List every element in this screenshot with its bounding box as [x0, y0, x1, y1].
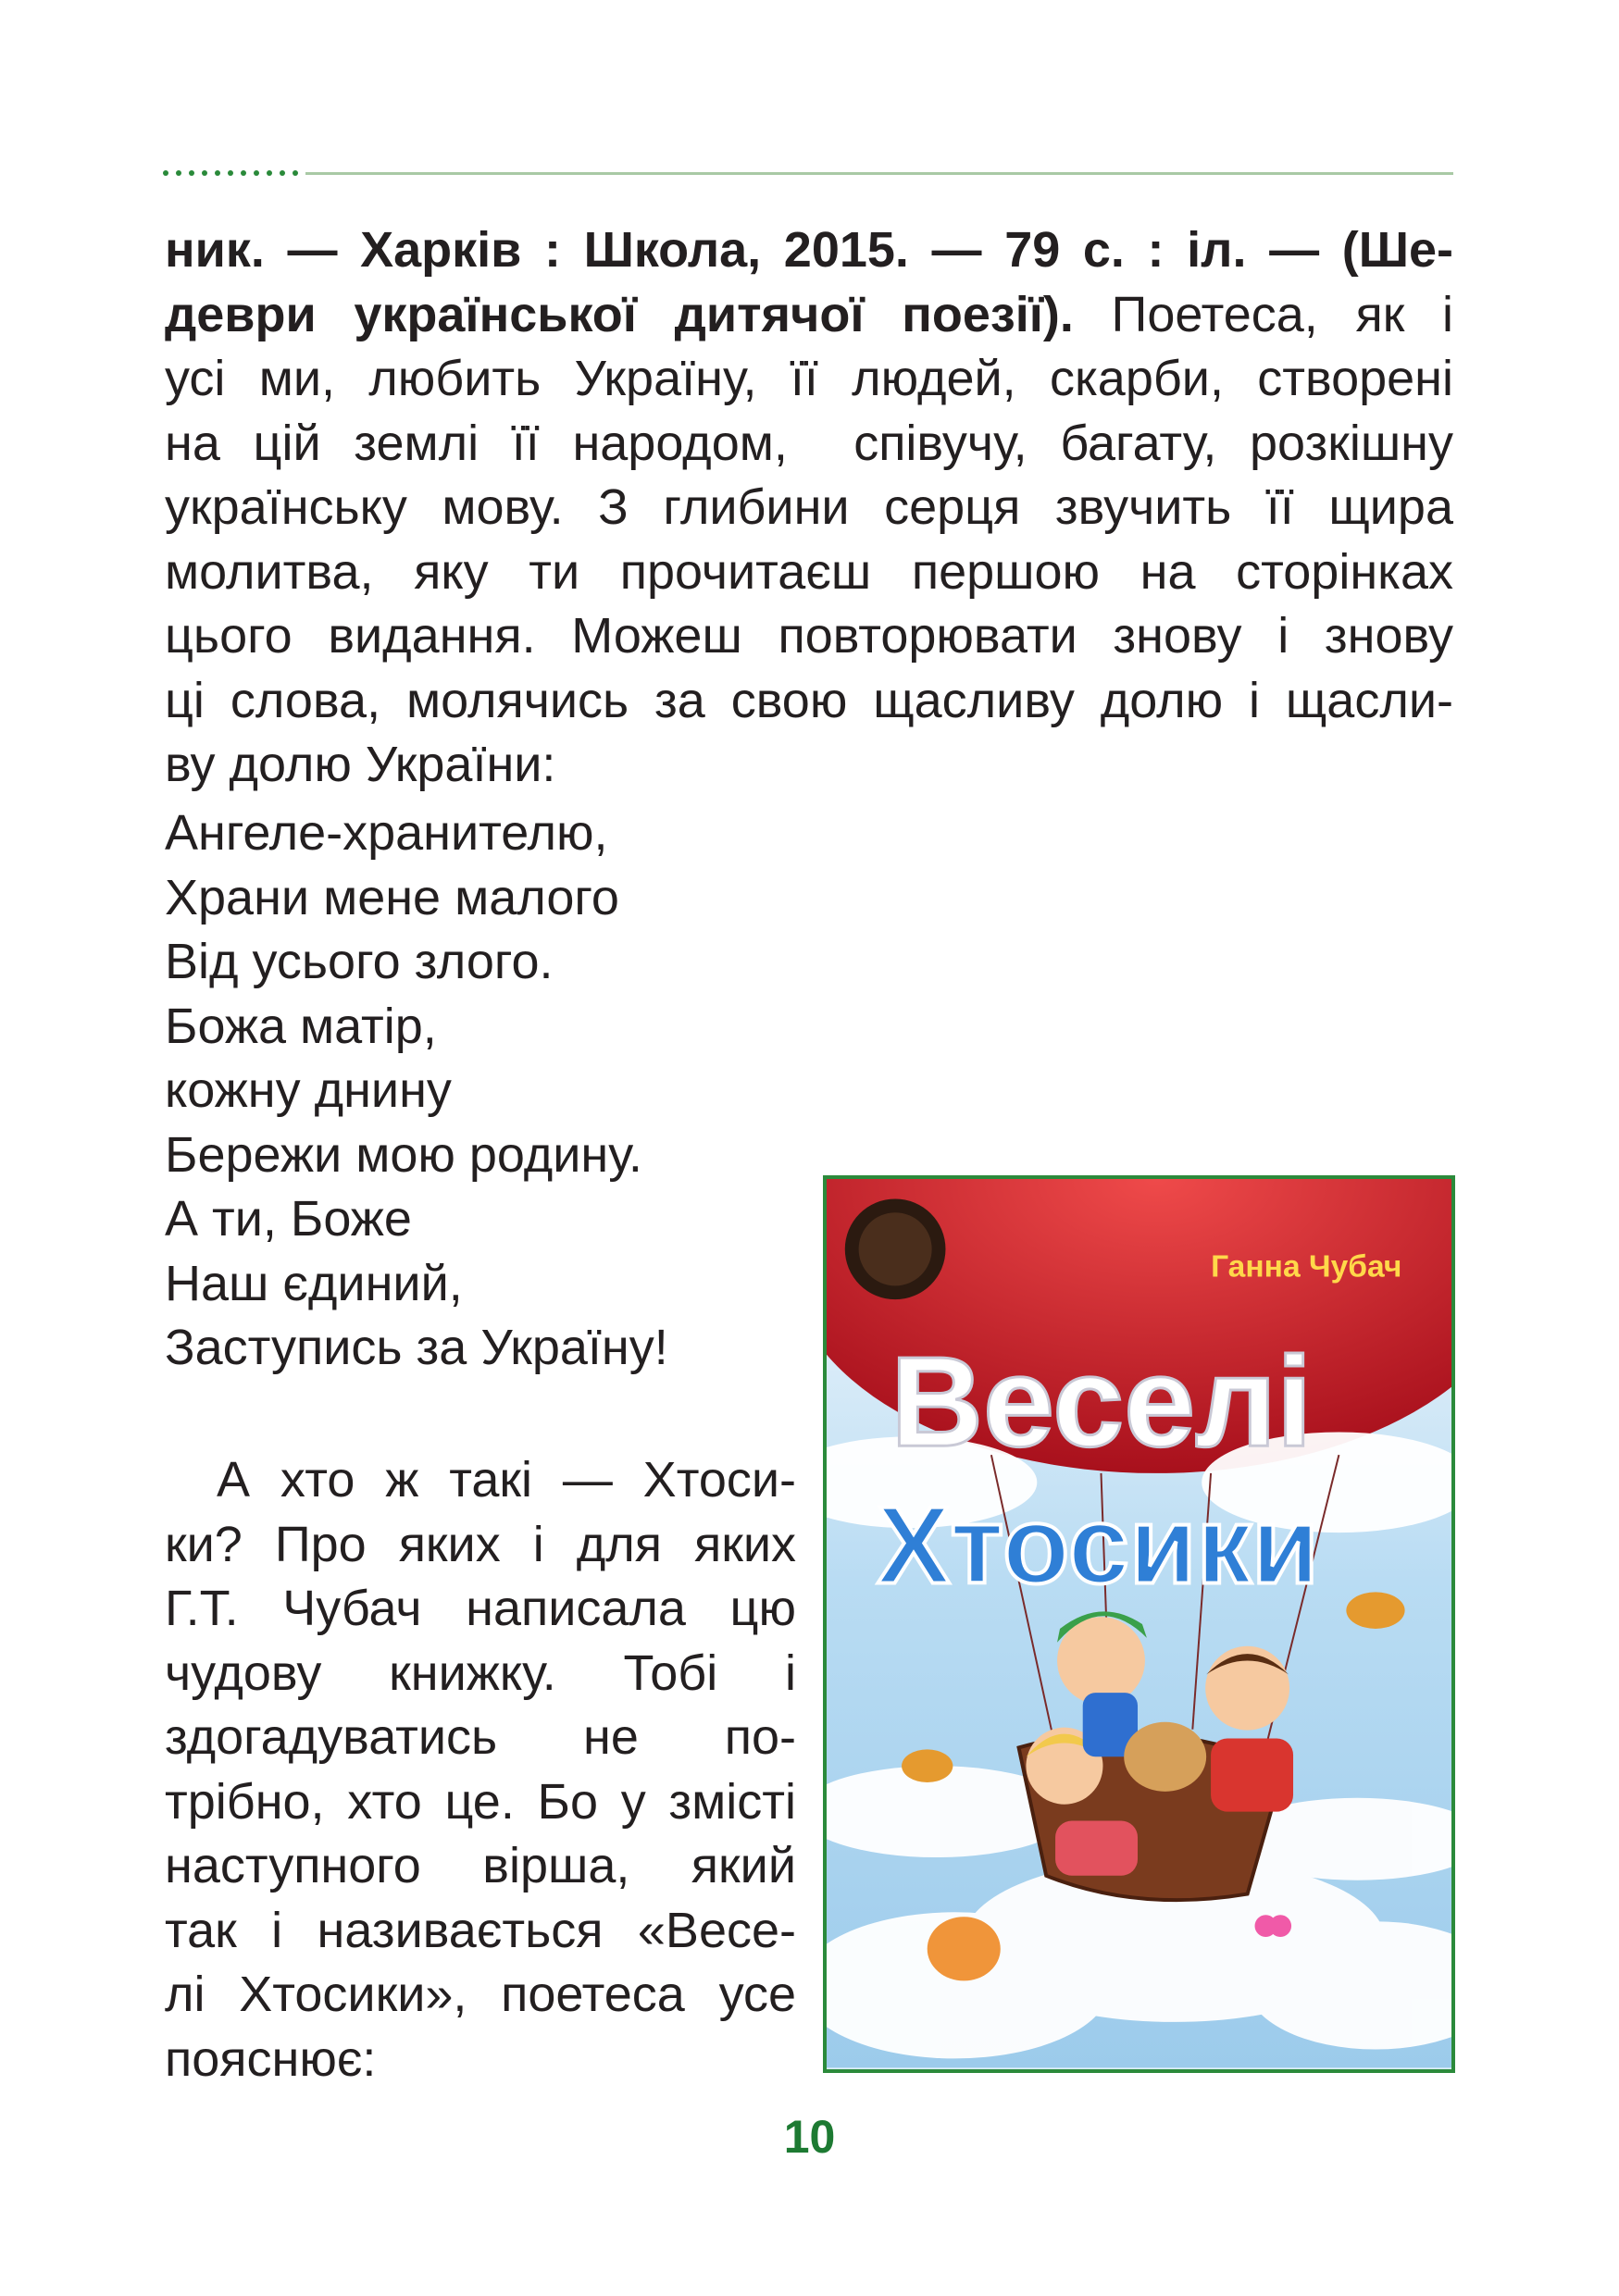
bird	[1346, 1592, 1404, 1629]
book-cover-image	[823, 1175, 1455, 2073]
paragraph-line: ву долю України:	[165, 737, 556, 792]
paragraph-line: Г.Т. Чубач написала цю	[165, 1581, 796, 1636]
bird	[902, 1749, 953, 1782]
cat	[928, 1917, 1001, 1980]
paragraph-line: молитва, яку ти прочитаєш першою на сторінках	[165, 543, 1453, 600]
verse-line: кожну днину	[165, 1062, 452, 1118]
question-paragraph	[165, 1448, 796, 2091]
cover-title-line1: Веселі	[890, 1331, 1313, 1474]
paragraph-line: здогадуватись не по-	[165, 1709, 796, 1765]
paragraph-line: усі ми, любить Україну, її людей, скарби, створені	[165, 351, 1453, 406]
verse-line: Від усього злого.	[165, 934, 554, 989]
paragraph-line: трібно, хто це. Бо у змісті	[165, 1773, 796, 1830]
paragraph-line: чудову книжку. Тобі і	[165, 1644, 796, 1701]
paragraph-line: так і називається «Весе-	[165, 1902, 796, 1958]
verse-line: Храни мене малого	[165, 869, 619, 925]
child-face	[1057, 1617, 1145, 1705]
page-number: 10	[783, 2111, 836, 2163]
dog	[1124, 1722, 1206, 1792]
header-rule	[305, 172, 1453, 175]
paragraph-line: ник. — Харків : Школа, 2015. — 79 с. : іл. — (Ше-	[165, 222, 1453, 278]
book-cover-illustration	[827, 1179, 1451, 2069]
paragraph-line: українську мову. З глибини серця звучить її щира	[165, 479, 1453, 535]
cover-author: Ганна Чубач	[1211, 1249, 1402, 1285]
verse-line: А ти, Боже	[165, 1191, 412, 1247]
cover-title-line2: Хтосики	[877, 1484, 1319, 1607]
prayer-verse	[165, 801, 668, 1381]
paragraph-line: ці слова, молячись за свою щасливу долю і щасли-	[165, 672, 1453, 728]
paragraph-line: на цій землі її народом, співучу, багату, розкішну	[165, 415, 1453, 471]
paragraph-line: деври української дитячої поезії). Поетеса, як і	[165, 286, 1453, 342]
header-dotted-rule	[163, 168, 311, 179]
verse-line: Ангеле-хранителю,	[165, 805, 608, 861]
verse-line: Наш єдиний,	[165, 1255, 463, 1311]
paragraph-line: А хто ж такі — Хтоси-	[217, 1452, 796, 1508]
paragraph-line: наступного вірша, який	[165, 1838, 796, 1893]
verse-line: Божа матір,	[165, 998, 437, 1054]
paragraph-line: пояснює:	[165, 2030, 377, 2087]
intro-paragraph	[165, 218, 1453, 798]
verse-line: Заступись за Україну!	[165, 1320, 668, 1375]
paragraph-line: ки? Про яких і для яких	[165, 1516, 796, 1572]
verse-line: Бережи мою родину.	[165, 1126, 642, 1183]
paragraph-line: лі Хтосики», поетеса усе	[165, 1967, 796, 2022]
paragraph-line: цього видання. Можеш повторювати знову і знову	[165, 608, 1453, 664]
